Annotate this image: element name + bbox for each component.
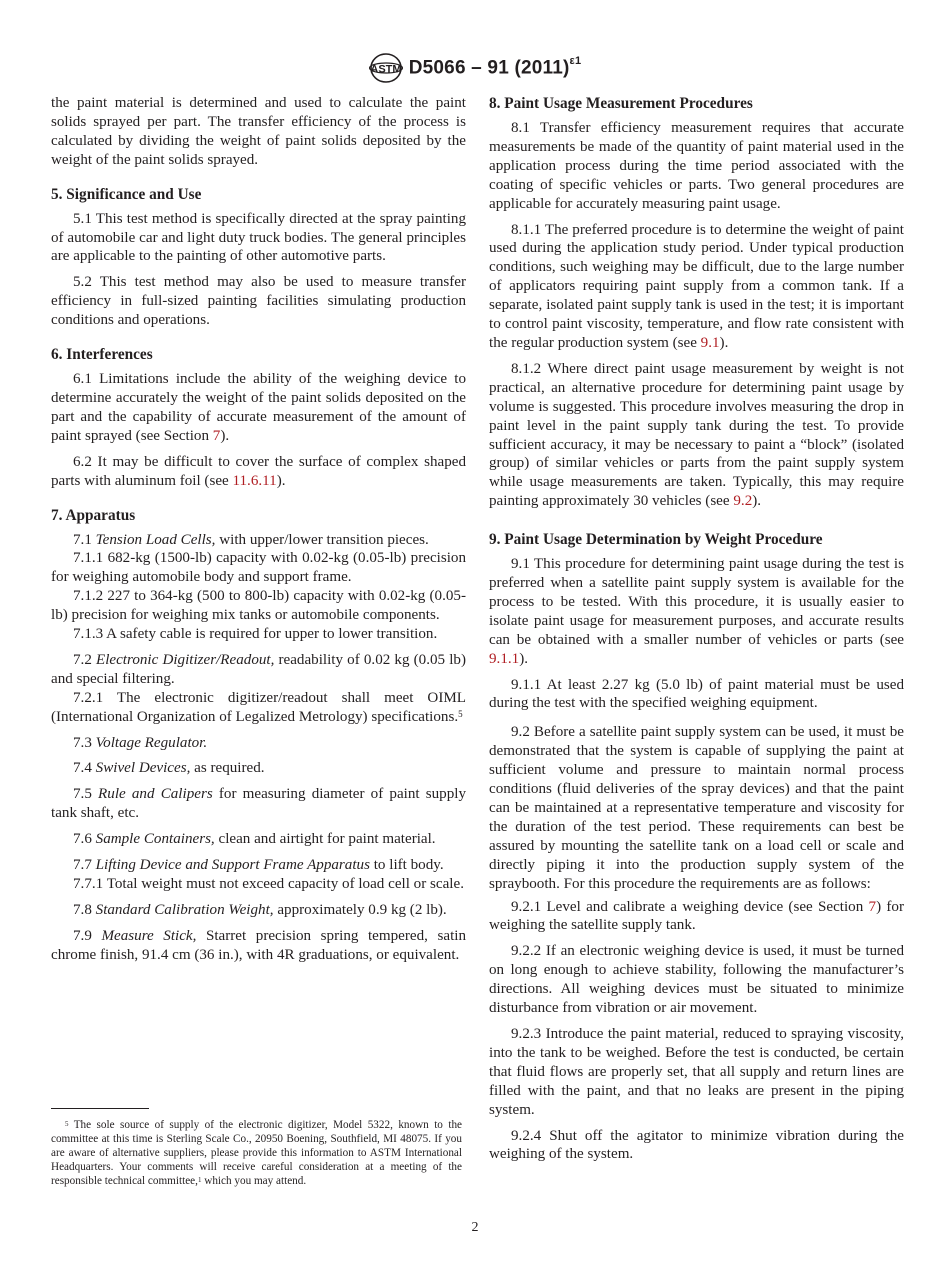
section-9-1-link[interactable]: 9.1 [700,334,720,351]
section-9-1-1-link[interactable]: 9.1.1 [489,650,520,667]
section-7-link[interactable]: 7 [212,427,221,444]
paragraph-7-5: 7.5 Rule and Calipers for measuring diameter of paint supply tank shaft, etc. [51,786,467,822]
intro-paragraph: the paint material is determined and used to calculate the paint solids sprayed per part. The transfer efficiency of the process is calculated by dividing the weight of paint solids deposited by the weight of the paint solids sprayed. [51,95,466,168]
paragraph-9-2-4: 9.2.4 Shut off the agitator to minimize vibration during the weighing of the system. [489,1127,904,1163]
footnote-divider [51,1108,149,1109]
paragraph-8-1-1: 8.1.1 The preferred procedure is to determine the weight of paint used during the application study period. Under typical production conditions, such weighing may be difficult, due to the large number of applicators requiring paint supply from a common tank. If a separate, isolated paint supply tank is used in the test; it is important to control paint viscosity, temperature, and flow rate consistent with the regular production system (see 9.1). [489,221,904,351]
paragraph-9-2-3: 9.2.3 Introduce the paint material, reduced to spraying viscosity, into the tank to be weighed. Before the test is conducted, be certain that fluid flows are properly set, that all supply and return lines are filled with the paint, and that no leaks are present in the piping system. [489,1025,904,1118]
paragraph-9-2-2: 9.2.2 If an electronic weighing device is used, it must be turned on long enough to achieve stability, following the manufacturer’s directions. All weighing devices must be situated to minimize disturbance from vibration or air movement. [489,943,904,1017]
paragraph-7-8: 7.8 Standard Calibration Weight, approximately 0.9 kg (2 lb). [73,901,447,918]
section-7-link[interactable]: 7 [868,898,877,915]
paragraph-6-2: 6.2 It may be difficult to cover the surface of complex shaped parts with aluminum foil (see 11.6.11). [51,453,466,489]
footnote-1-ref[interactable]: 1 [197,1176,202,1185]
section-11-6-11-link[interactable]: 11.6.11 [232,472,277,489]
footnote-5-ref[interactable]: 5 [458,708,463,719]
paragraph-6-1: 6.1 Limitations include the ability of the weighing device to determine accurately the weight of the paint solids deposited on the part and the capability of accurate measurement of the amount of paint sprayed (see Section 7). [51,371,466,444]
section-6-heading: 6. Interferences [51,346,153,364]
section-7-heading: 7. Apparatus [51,506,136,524]
footnote-5: $^5$ The sole source of supply of the electronic digitizer, Model 5322, known to the committee at this time is Sterling Scale Co., 20950 Boening, Southfield, MI 48075. If you are aware of alternative suppliers, please provide this information to ASTM International Headquarters. Your comments will receive careful consideration at a meeting of the responsible technical committee,$^1$ which you may attend. [51,1119,462,1188]
paragraph-8-1: 8.1 Transfer efficiency measurement requires that accurate measurements be made of the quantity of paint material used in the application process during the time period associated with the coating of specific vehicles or parts. Two general procedures are applicable for accurately measuring paint usage. [489,120,904,212]
paragraph-9-1-1: 9.1.1 At least 2.27 kg (5.0 lb) of paint material must be used during the test with the specified weighing equipment. [489,676,904,712]
document-designation: D5066 – 91 $(2011)^{\varepsilon 1}$ [408,54,582,79]
section-9-heading: 9. Paint Usage Determination by Weight Procedure [489,531,823,549]
astm-logo-icon [369,52,403,84]
paragraph-8-1-2: 8.1.2 Where direct paint usage measurement by weight is not practical, an alternative procedure for determining paint usage by volume is suggested. This procedure involves measuring the drop in paint level in the paint supply tank during the test. To provide sufficient accuracy, it may be necessary to paint a “block” (isolated group) of similar vehicles or parts from the paint supply system while usage measurements are taken. Typically, this may require painting approximately 30 vehicles (see 9.2). [489,360,904,510]
paragraph-7-7: 7.7 Lifting Device and Support Frame Apparatus to lift body. [73,857,444,874]
paragraph-9-2: 9.2 Before a satellite paint supply system can be used, it must be demonstrated that the system is capable of supplying the paint at sufficient volume and pressure to maintain normal process conditions (fluid deliveries of the spray devices) and that the paint can be maintained at a representative temperature and viscosity for the duration of the test period. These requirements can best be assured by mounting the satellite tank on a load cell or scale and directly piping it into the production supply system of the spraybooth. For this procedure the requirements are as follows: [489,724,904,892]
page-header [0,52,950,89]
paragraph-7-6: 7.6 Sample Containers, clean and airtight for paint material. [73,831,436,848]
paragraph-7-1: 7.1 Tension Load Cells, with upper/lower transition pieces. [73,531,429,548]
paragraph-5-1: 5.1 This test method is specifically directed at the spray painting of automobile car and light duty truck bodies. The general principles are applicable to the painting of other automotive parts. [51,210,466,265]
section-8-heading: 8. Paint Usage Measurement Procedures [489,95,753,112]
section-9-2-link[interactable]: 9.2 [733,493,753,510]
paragraph-7-4: 7.4 Swivel Devices, as required. [73,760,265,777]
paragraph-9-2-1: 9.2.1 Level and calibrate a weighing device (see Section 7) for weighing the satellite supply tank. [489,898,904,934]
paragraph-7-1-1: 7.1.1 682-kg (1500-lb) capacity with 0.02-kg (0.05-lb) precision for weighing automobile body and support frame. [51,550,466,586]
section-5-heading: 5. Significance and Use [51,185,202,203]
paragraph-5-2: 5.2 This test method may also be used to measure transfer efficiency in full-sized painting facilities simulating production conditions and operations. [51,274,466,329]
paragraph-7-9: 7.9 Measure Stick, Starret precision spring tempered, satin chrome finish, 91.4 cm (36 in.), with 4R graduations, or equivalent. [51,927,467,963]
left-column [51,94,466,965]
right-column [489,94,904,1164]
paragraph-7-7-1: 7.7.1 Total weight must not exceed capacity of load cell or scale. [73,876,464,892]
paragraph-7-3: 7.3 Voltage Regulator. [73,734,208,751]
paragraph-7-1-2: 7.1.2 227 to 364-kg (500 to 800-lb) capacity with 0.02-kg (0.05-lb) precision for weighing mix tanks or automobile components. [51,588,466,624]
paragraph-7-1-3: 7.1.3 A safety cable is required for upper to lower transition. [73,626,438,643]
paragraph-9-1: 9.1 This procedure for determining paint usage during the test is preferred when a satellite paint supply system is available for the process to be tested. With this procedure, it is usually easier to isolate paint usage for measurement purposes, and accurate results can be obtained with a smaller number of vehicles or parts (see 9.1.1). [489,556,904,667]
paragraph-7-2: 7.2 Electronic Digitizer/Readout, readability of 0.02 kg (0.05 lb) and special filtering. [51,651,466,687]
svg-text:ASTM: ASTM [370,63,402,76]
paragraph-7-2-1: 7.2.1 The electronic digitizer/readout shall meet OIML (International Organization of Legalized Metrology) specifications.$^5$ [51,689,466,725]
page-number: 2 [471,1220,479,1235]
